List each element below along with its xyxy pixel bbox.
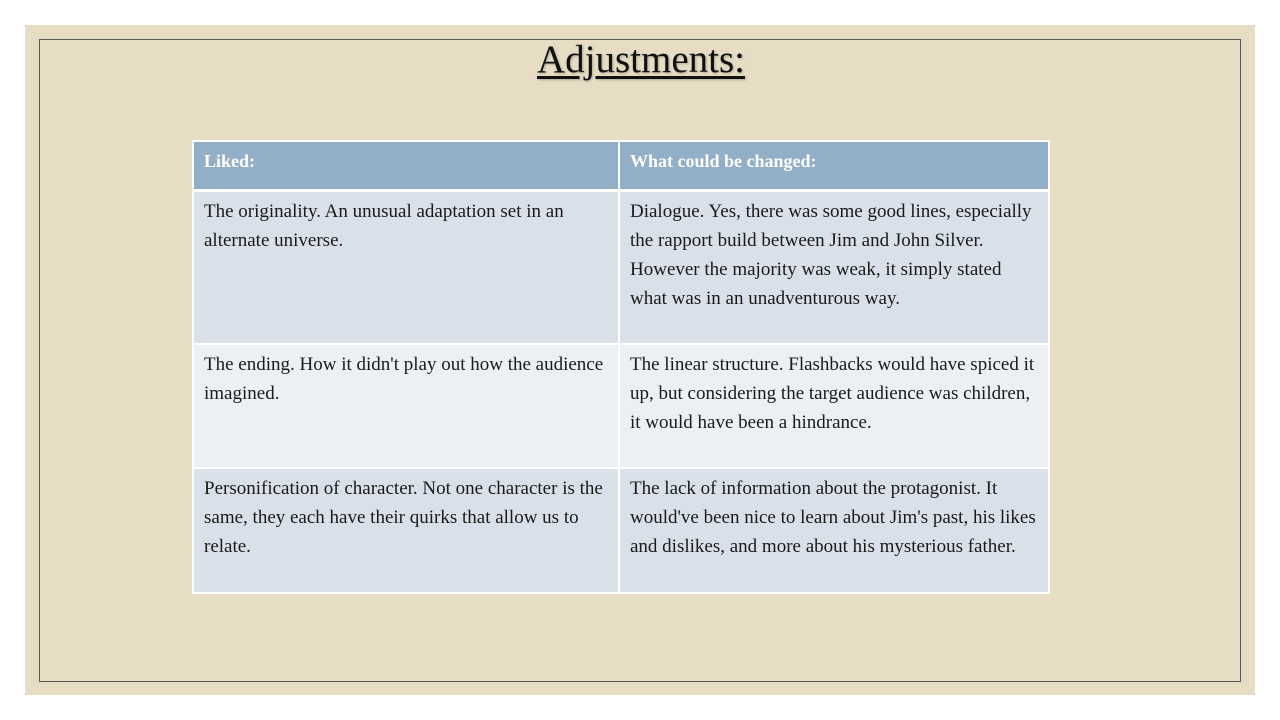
liked-cell: Personification of character. Not one character is the same, they each have their quirks that allow us to relate. — [193, 468, 619, 593]
table-row — [193, 468, 1049, 593]
table-header-row — [193, 141, 1049, 191]
table-row — [193, 191, 1049, 344]
liked-cell: The ending. How it didn't play out how the audience imagined. — [193, 344, 619, 468]
slide-title: Adjustments: — [536, 38, 745, 81]
changed-cell: The lack of information about the protagonist. It would've been nice to learn about Jim's past, his likes and dislikes, and more about his mysterious father. — [619, 468, 1049, 593]
changed-cell: Dialogue. Yes, there was some good lines, especially the rapport build between Jim and John Silver. However the majority was weak, it simply stated what was in an unadventurous way. — [619, 191, 1049, 344]
header-liked: Liked: — [193, 141, 619, 191]
liked-cell: The originality. An unusual adaptation set in an alternate universe. — [193, 191, 619, 344]
adjustments-table — [192, 140, 1050, 594]
header-what-could-be-changed: What could be changed: — [619, 141, 1049, 191]
changed-cell: The linear structure. Flashbacks would have spiced it up, but considering the target audience was children, it would have been a hindrance. — [619, 344, 1049, 468]
table-row — [193, 344, 1049, 468]
